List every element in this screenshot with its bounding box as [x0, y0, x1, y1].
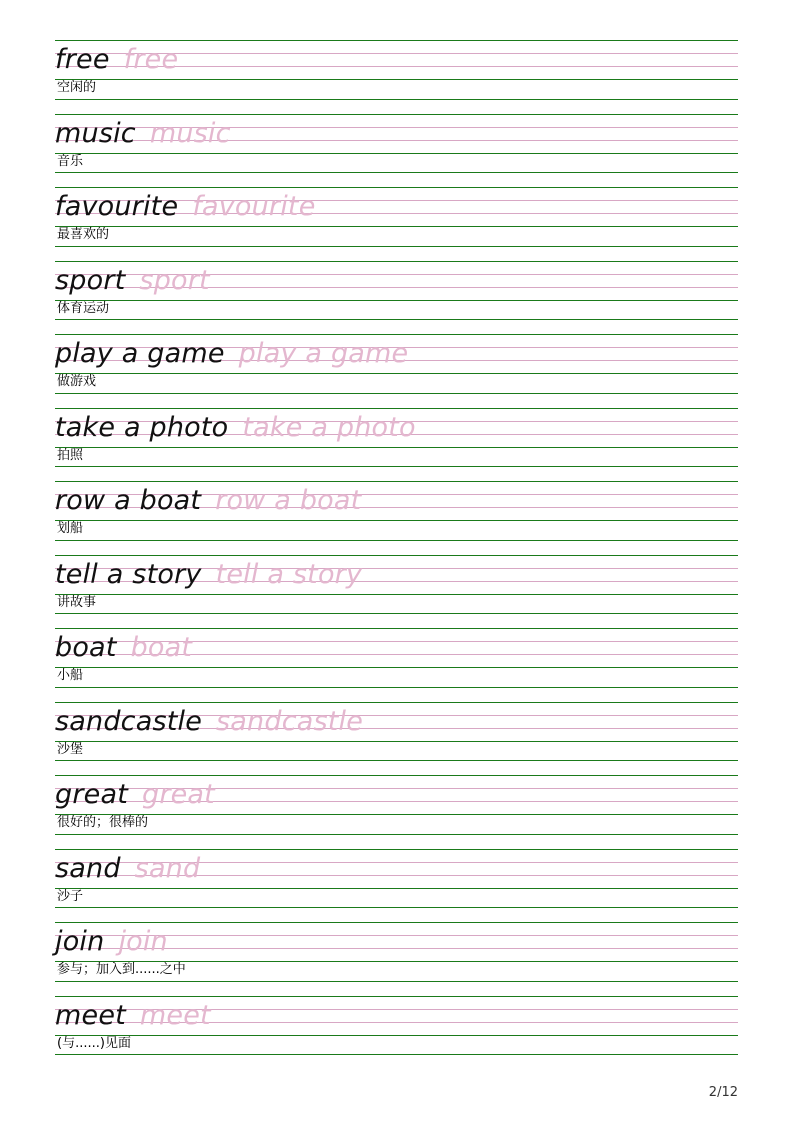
vocabulary-word: great — [55, 779, 128, 810]
chinese-meaning: 划船 — [57, 521, 84, 536]
tracing-guide-word: tell a story — [215, 558, 363, 590]
word-row — [55, 261, 210, 301]
word-row — [55, 408, 416, 448]
chinese-meaning: 很好的；很棒的 — [57, 815, 149, 830]
vocabulary-entry — [55, 261, 738, 335]
vocabulary-word: free — [55, 44, 110, 75]
tracing-guide-word: meet — [139, 999, 211, 1031]
tracing-guide-word: row a boat — [215, 485, 362, 516]
vocabulary-entry — [55, 628, 738, 702]
word-row — [55, 849, 200, 889]
tracing-guide-word: join — [118, 926, 168, 957]
tracing-guide-word: free — [123, 44, 179, 75]
word-row — [55, 775, 215, 815]
chinese-meaning: 拍照 — [57, 447, 84, 463]
tracing-guide-word: favourite — [192, 191, 316, 222]
chinese-meaning: 沙堡 — [57, 741, 84, 757]
vocabulary-entry — [55, 702, 738, 776]
vocabulary-entry — [55, 334, 738, 408]
tracing-guide-word: boat — [130, 632, 193, 663]
vocabulary-word: row a boat — [55, 485, 202, 516]
tracing-guide-word: great — [141, 779, 215, 810]
vocabulary-entry — [55, 555, 738, 629]
word-row — [55, 334, 408, 374]
word-row — [55, 555, 362, 595]
rule-line-meaning-baseline — [55, 99, 738, 100]
chinese-meaning: 体育运动 — [57, 300, 110, 316]
tracing-guide-word: sandcastle — [216, 705, 364, 737]
rule-line-meaning-baseline — [55, 613, 738, 614]
vocabulary-entry — [55, 775, 738, 849]
vocabulary-entry — [55, 408, 738, 482]
rule-line-meaning-baseline — [55, 393, 738, 394]
chinese-meaning: 音乐 — [57, 153, 84, 169]
chinese-meaning: 做游戏 — [57, 374, 97, 389]
word-row — [55, 187, 316, 227]
chinese-meaning: 空闲的 — [57, 80, 97, 95]
chinese-meaning: 讲故事 — [57, 594, 97, 610]
vocabulary-entry — [55, 187, 738, 261]
vocabulary-entry — [55, 481, 738, 555]
rule-line-meaning-baseline — [55, 540, 738, 541]
vocabulary-word: music — [55, 117, 136, 149]
chinese-meaning: (与......)见面 — [57, 1035, 131, 1051]
chinese-meaning: 最喜欢的 — [57, 227, 110, 242]
word-row — [55, 628, 192, 668]
chinese-meaning: 小船 — [57, 668, 84, 683]
word-row — [55, 996, 211, 1036]
word-row — [55, 114, 231, 154]
rule-line-meaning-baseline — [55, 687, 738, 688]
word-row — [55, 922, 168, 962]
vocabulary-word: sand — [55, 852, 121, 884]
tracing-guide-word: play a game — [238, 338, 409, 369]
tracing-guide-word: take a photo — [242, 411, 416, 443]
vocabulary-entry — [55, 922, 738, 996]
word-row — [55, 481, 361, 521]
rule-line-meaning-baseline — [55, 319, 738, 320]
vocabulary-tracing-list — [55, 40, 738, 1069]
chinese-meaning: 沙子 — [57, 888, 84, 904]
vocabulary-word: play a game — [55, 338, 225, 369]
vocabulary-entry — [55, 114, 738, 188]
page-number: 2/12 — [708, 1085, 738, 1100]
tracing-guide-word: music — [149, 117, 231, 149]
rule-line-meaning-baseline — [55, 760, 738, 761]
vocabulary-word: join — [55, 926, 105, 957]
rule-line-meaning-baseline — [55, 907, 738, 908]
vocabulary-word: sport — [55, 264, 126, 296]
rule-line-meaning-baseline — [55, 466, 738, 467]
chinese-meaning: 参与；加入到......之中 — [57, 962, 186, 977]
vocabulary-word: boat — [55, 632, 117, 663]
vocabulary-word: sandcastle — [55, 705, 203, 737]
word-row — [55, 40, 178, 80]
tracing-guide-word: sand — [134, 852, 201, 884]
word-row — [55, 702, 363, 742]
vocabulary-entry — [55, 996, 738, 1070]
rule-line-meaning-baseline — [55, 1054, 738, 1055]
vocabulary-word: take a photo — [55, 411, 229, 443]
vocabulary-word: tell a story — [55, 558, 202, 590]
vocabulary-word: favourite — [55, 191, 179, 222]
rule-line-meaning-baseline — [55, 172, 738, 173]
vocabulary-word: meet — [55, 999, 126, 1031]
tracing-guide-word: sport — [139, 264, 210, 296]
vocabulary-entry — [55, 849, 738, 923]
rule-line-meaning-baseline — [55, 834, 738, 835]
rule-line-meaning-baseline — [55, 246, 738, 247]
vocabulary-entry — [55, 40, 738, 114]
rule-line-meaning-baseline — [55, 981, 738, 982]
